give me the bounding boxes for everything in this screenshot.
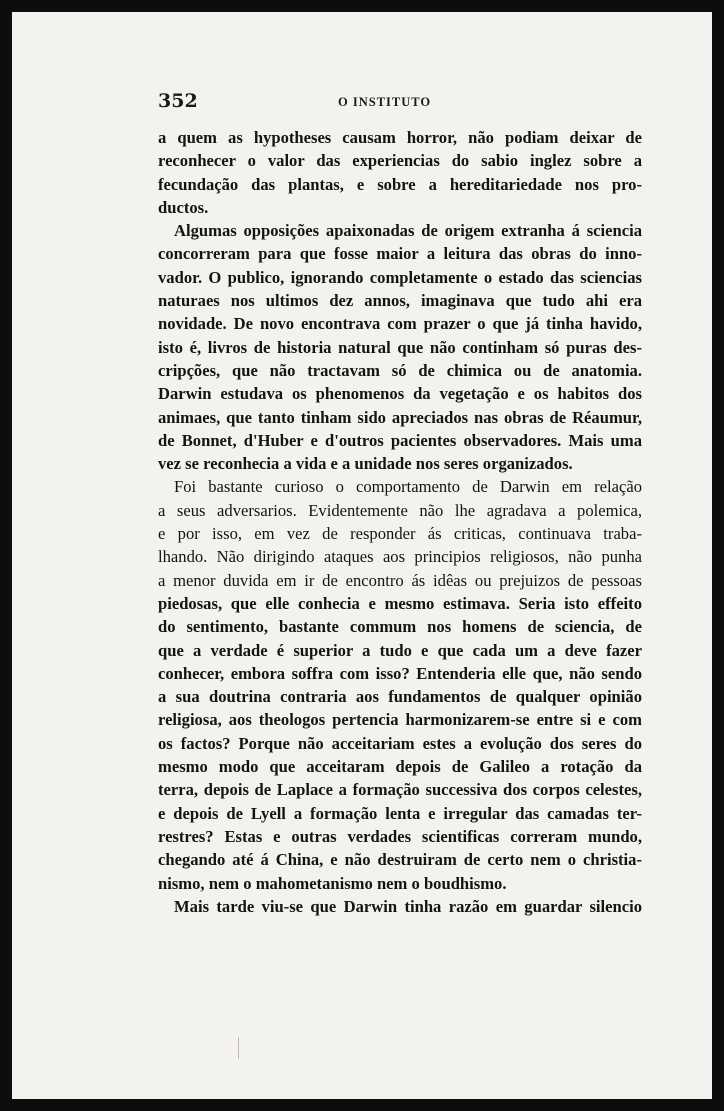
text-line: conhecer, embora soffra com isso? Entenderia elle que, não sendo bbox=[158, 663, 642, 683]
text-line: Darwin estudava os phenomenos da vegetação e os habitos dos bbox=[158, 384, 642, 404]
text-line: Mais tarde viu-se que Darwin tinha razão em guardar silencio bbox=[174, 896, 642, 916]
text-line: Foi bastante curioso o comportamento de Darwin em relação bbox=[174, 477, 642, 497]
text-line: e depois de Lyell a formação lenta e irregular das camadas ter- bbox=[158, 803, 642, 823]
book-page bbox=[12, 12, 712, 1099]
text-line: vez se reconhecia a vida e a unidade nos seres organizados. bbox=[158, 454, 573, 474]
text-line: restres? Estas e outras verdades scientificas correram mundo, bbox=[158, 826, 642, 846]
text-line: ductos. bbox=[158, 197, 209, 217]
text-line: religiosa, aos theologos pertencia harmonizarem-se entre si e com bbox=[158, 710, 642, 730]
text-line: chegando até á China, e não destruiram de certo nem o christia- bbox=[158, 850, 642, 870]
text-line: a seus adversarios. Evidentemente não lhe agradava a polemica, bbox=[158, 500, 642, 520]
text-line: que a verdade é superior a tudo e que cada um a deve fazer bbox=[158, 640, 642, 660]
page-header bbox=[158, 90, 642, 124]
text-line: os factos? Porque não acceitariam estes a evolução dos seres do bbox=[158, 733, 642, 753]
text-line: mesmo modo que acceitaram depois de Galileo a rotação da bbox=[158, 757, 642, 777]
text-line: a menor duvida em ir de encontro ás idêas ou prejuizos de pessoas bbox=[158, 570, 642, 590]
text-line: a sua doutrina contraria aos fundamentos de qualquer opinião bbox=[158, 687, 642, 707]
page-number: 352 bbox=[158, 90, 198, 112]
text-line: piedosas, que elle conhecia e mesmo estimava. Seria isto effeito bbox=[158, 593, 642, 613]
text-line: lhando. Não dirigindo ataques aos principios religiosos, não punha bbox=[158, 547, 642, 567]
text-line: terra, depois de Laplace a formação successiva dos corpos celestes, bbox=[158, 780, 642, 800]
text-line: de Bonnet, d'Huber e d'outros pacientes observadores. Mais uma bbox=[158, 430, 642, 450]
text-line: naturaes nos ultimos dez annos, imaginava que tudo ahi era bbox=[158, 291, 642, 311]
text-line: reconhecer o valor das experiencias do sabio inglez sobre a bbox=[158, 151, 642, 171]
text-line: a quem as hypotheses causam horror, não podiam deixar de bbox=[158, 128, 642, 147]
text-line: isto é, livros de historia natural que não continham só puras des- bbox=[158, 337, 642, 357]
paper-mark bbox=[238, 1037, 239, 1059]
text-line: concorreram para que fosse maior a leitura das obras do inno- bbox=[158, 244, 642, 264]
text-line: vador. O publico, ignorando completamente o estado das sciencias bbox=[158, 267, 642, 287]
text-line: novidade. De novo encontrava com prazer o que já tinha havido, bbox=[158, 314, 642, 334]
text-line: Algumas opposições apaixonadas de origem extranha á sciencia bbox=[174, 221, 642, 241]
text-line: cripções, que não tractavam só de chimica ou de anatomia. bbox=[158, 360, 642, 380]
text-line: do sentimento, bastante commum nos homens de sciencia, de bbox=[158, 617, 642, 637]
text-line: e por isso, em vez de responder ás criticas, continuava traba- bbox=[158, 524, 642, 544]
text-line: animaes, que tanto tinham sido apreciados nas obras de Réaumur, bbox=[158, 407, 642, 427]
text-line: fecundação das plantas, e sobre a hereditariedade nos pro- bbox=[158, 174, 642, 194]
text-line: nismo, nem o mahometanismo nem o boudhismo. bbox=[158, 873, 507, 893]
running-title: O INSTITUTO bbox=[338, 95, 432, 109]
body-text bbox=[158, 126, 642, 918]
